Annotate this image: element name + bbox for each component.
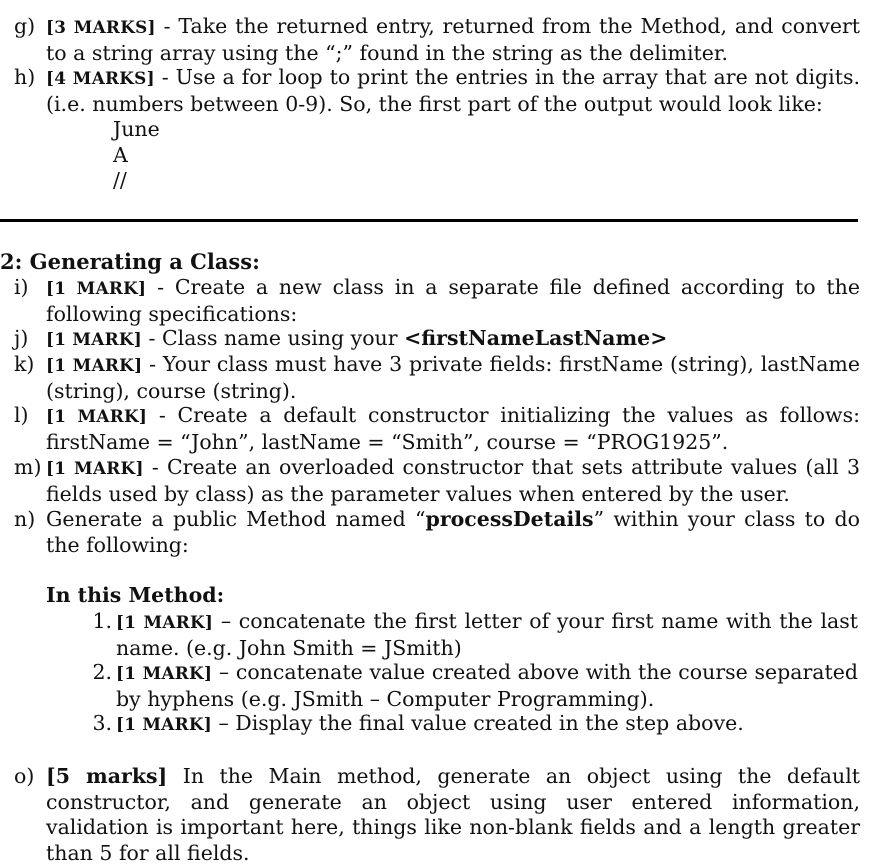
question-j-text: - Class name using your [142, 326, 405, 350]
method-step-number: 3. [92, 711, 112, 735]
question-h [14, 65, 860, 117]
method-step-text: – concatenate the first letter of your first name with the last name. (e.g. John Smith = JSmith) [116, 609, 858, 660]
question-m-label: m) [14, 455, 42, 479]
question-i [14, 275, 860, 327]
question-h-marks: [4 MARKS] [46, 68, 155, 88]
question-j [14, 326, 860, 353]
question-n-text-after: ” within your class to do the following: [46, 507, 860, 557]
question-g-text: - Take the returned entry, returned from the Method, and convert to a string array using the “;” found in the string as the delimiter. [46, 14, 861, 65]
question-o-label: o) [14, 764, 35, 788]
question-o-text: In the Main method, generate an object using the default constructor, and generate an object using user entered information, validation is important here, things like non-blank fields and a length greater than 5 for all fields. [46, 764, 860, 865]
question-j-marks: [1 MARK] [46, 329, 143, 349]
question-l [14, 403, 860, 455]
question-g [14, 14, 860, 66]
method-step [68, 609, 858, 661]
question-i-label: i) [14, 275, 29, 299]
sample-output-line: June [113, 117, 160, 141]
question-n [14, 507, 860, 558]
question-l-label: l) [14, 403, 29, 427]
class-name-placeholder: <firstNameLastName> [404, 326, 668, 350]
sample-output-line: A [113, 142, 128, 167]
method-step-number: 1. [92, 609, 112, 633]
question-k [14, 352, 860, 404]
question-i-marks: [1 MARK] [46, 278, 147, 298]
question-g-label: g) [14, 14, 36, 38]
question-n-label: n) [14, 507, 36, 531]
question-m-text: - Create an overloaded constructor that sets attribute values (all 3 fields used by class) as the parameter values when entered by the user. [46, 455, 860, 506]
question-l-marks: [1 MARK] [46, 406, 148, 426]
question-g-marks: [3 MARKS] [46, 17, 156, 37]
question-k-marks: [1 MARK] [46, 355, 143, 375]
method-step-marks: [1 MARK] [116, 612, 214, 632]
sample-output-line: // [113, 168, 127, 192]
method-step [68, 711, 858, 738]
method-step-text: – concatenate value created above with the course separated by hyphens (e.g. JSmith – Computer Programming). [116, 660, 858, 711]
question-m [14, 455, 860, 507]
question-h-text: - Use a for loop to print the entries in the array that are not digits. (i.e. numbers between 0-9). So, the first part of the output would look like: [46, 65, 860, 116]
question-h-label: h) [14, 65, 36, 89]
question-m-marks: [1 MARK] [46, 458, 144, 478]
method-step-number: 2. [92, 660, 112, 684]
question-o [14, 764, 860, 866]
method-step [68, 660, 858, 712]
question-o-marks: [5 marks] [46, 764, 168, 788]
question-k-text: - Your class must have 3 private fields: firstName (string), lastName (string), course (string). [46, 352, 861, 403]
question-k-label: k) [14, 352, 35, 376]
method-step-text: – Display the final value created in the step above. [212, 711, 744, 735]
question-n-text: Generate a public Method named “ [46, 507, 426, 531]
question-l-text: - Create a default constructor initializing the values as follows: firstName = “John”, lastName = “Smith”, course = “PROG1925”. [46, 403, 860, 454]
method-name: processDetails [425, 507, 594, 531]
question-i-text: - Create a new class in a separate file defined according to the following specifications: [46, 275, 860, 326]
question-j-label: j) [14, 326, 29, 350]
method-heading: In this Method: [46, 583, 225, 607]
section-divider [0, 219, 858, 222]
sample-output [113, 117, 160, 194]
method-step-marks: [1 MARK] [116, 663, 213, 683]
method-step-marks: [1 MARK] [116, 714, 213, 734]
section-title: 2: Generating a Class: [0, 249, 260, 274]
